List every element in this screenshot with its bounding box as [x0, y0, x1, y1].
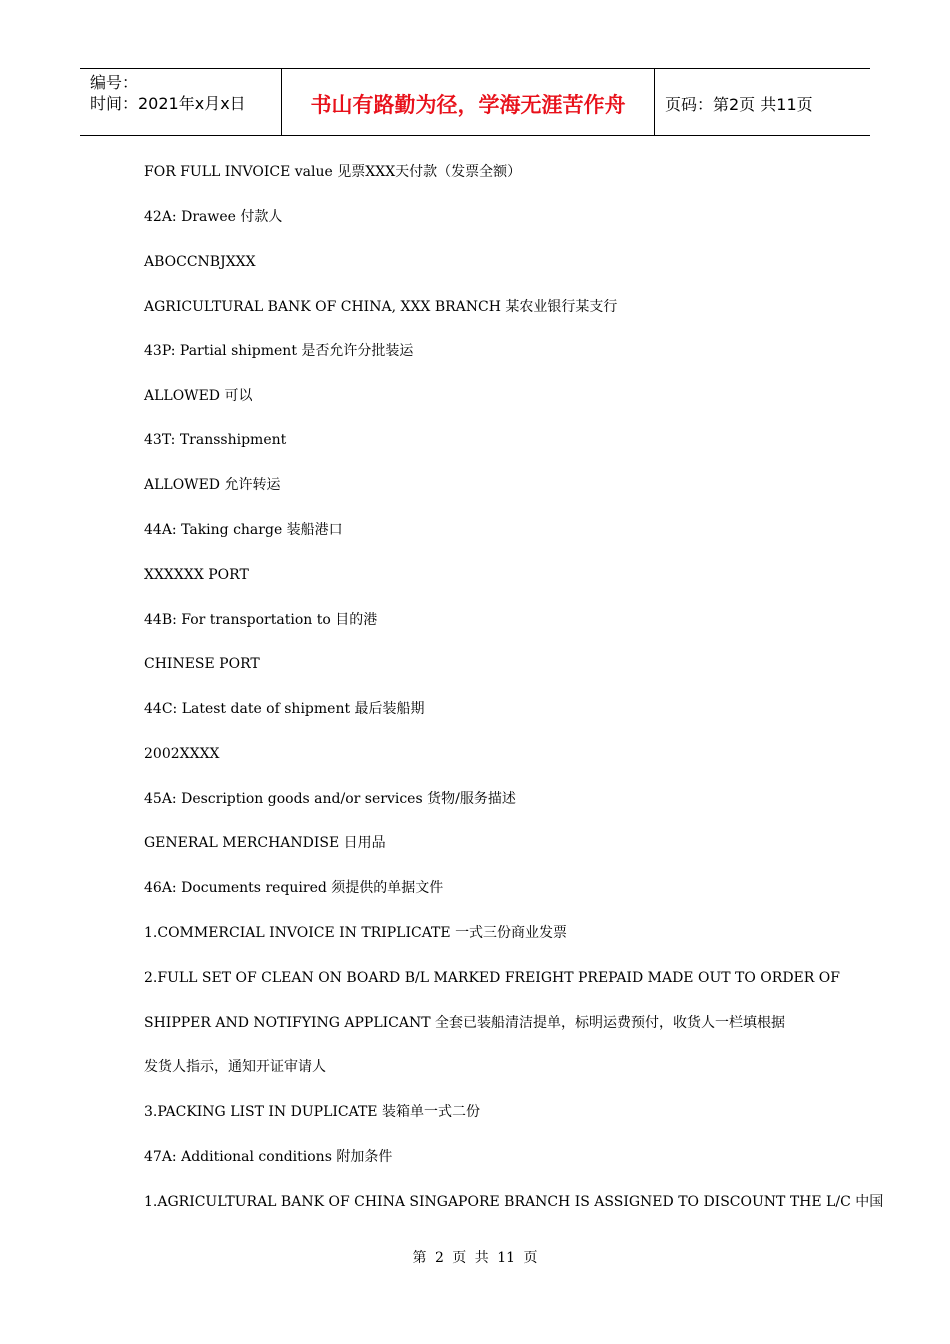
body-line: 发货人指示，通知开证审请人 — [144, 1059, 326, 1075]
body-line: FOR FULL INVOICE value 见票XXX天付款（发票全额） — [144, 164, 522, 180]
body-line: 44C: Latest date of shipment 最后装船期 — [144, 701, 425, 717]
body-line: CHINESE PORT — [144, 656, 260, 672]
page-header — [80, 68, 870, 136]
body-line: GENERAL MERCHANDISE 日用品 — [144, 835, 386, 851]
body-line: 1.AGRICULTURAL BANK OF CHINA SINGAPORE BRANCH IS ASSIGNED TO DISCOUNT THE L/C 中国 — [144, 1194, 884, 1210]
body-line: 42A: Drawee 付款人 — [144, 209, 283, 225]
document-time-label: 时间：2021年x月x日 — [90, 94, 246, 113]
body-line: 2.FULL SET OF CLEAN ON BOARD B/L MARKED FREIGHT PREPAID MADE OUT TO ORDER OF — [144, 970, 840, 986]
body-line: ALLOWED 可以 — [144, 388, 253, 404]
body-line: XXXXXX PORT — [144, 567, 249, 583]
body-line: 45A: Description goods and/or services 货物/服务描述 — [144, 791, 516, 807]
body-line: 43P: Partial shipment 是否允许分批装运 — [144, 343, 414, 359]
body-line: 2002XXXX — [144, 746, 220, 762]
body-line: 1.COMMERCIAL INVOICE IN TRIPLICATE 一式三份商业发票 — [144, 925, 568, 941]
body-line: ABOCCNBJXXX — [144, 254, 256, 270]
body-line: SHIPPER AND NOTIFYING APPLICANT 全套已装船清洁提单，标明运费预付，收货人一栏填根据 — [144, 1015, 786, 1031]
header-motto: 书山有路勤为径，学海无涯苦作舟 — [282, 69, 655, 135]
header-meta — [80, 69, 282, 135]
body-line: 44B: For transportation to 目的港 — [144, 612, 378, 628]
page-footer: 第 2 页 共 11 页 — [412, 1250, 538, 1266]
body-line: AGRICULTURAL BANK OF CHINA, XXX BRANCH 某农业银行某支行 — [144, 299, 618, 315]
body-line: ALLOWED 允许转运 — [144, 477, 281, 493]
body-line: 46A: Documents required 须提供的单据文件 — [144, 880, 444, 896]
body-line: 43T: Transshipment — [144, 432, 287, 448]
body-line: 47A: Additional conditions 附加条件 — [144, 1149, 393, 1165]
body-line: 3.PACKING LIST IN DUPLICATE 装箱单一式二份 — [144, 1104, 480, 1120]
body-line: 44A: Taking charge 装船港口 — [144, 522, 343, 538]
header-page-info: 页码：第2页 共11页 — [665, 94, 813, 114]
document-number-label: 编号： — [90, 73, 139, 92]
